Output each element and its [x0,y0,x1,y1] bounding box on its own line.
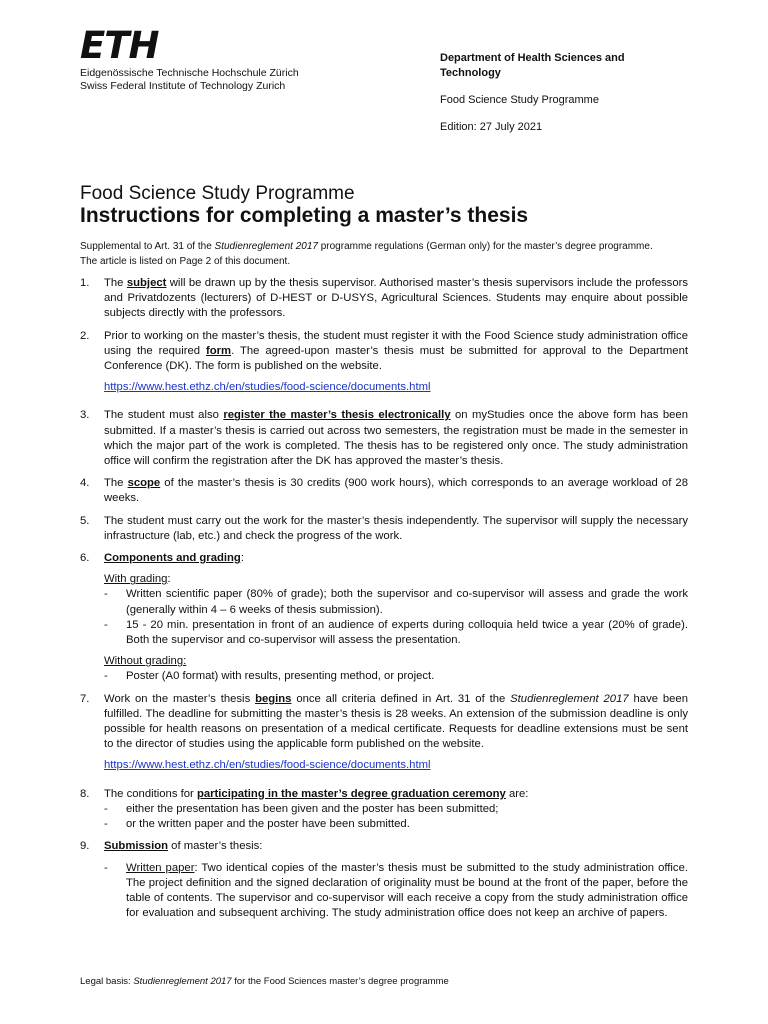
pre-title: Food Science Study Programme [80,183,355,204]
keyword: form [206,344,232,357]
institution-name-en: Swiss Federal Institute of Technology Zurich [80,80,286,92]
keyword: scope [127,477,161,490]
sub-item: - Written scientific paper (80% of grade); both the supervisor and co-supervisor will assess and grade the work (generally within 4 – 6 weeks of thesis submission). [104,588,688,616]
keyword: Submission [104,840,169,853]
subheading: With grading [104,573,168,586]
list-item: 3. The student must also register the master’s thesis electronically on myStudies once the above form has been submitted. If a master’s thesis is carried out across two semesters, the registration must be made in the semester in which the major part of the work is completed. The thesis has to be registered only once. The study administration office will confirm the registration after the DK has approved the master’s thesis. [80,409,688,468]
sub-item: - or the written paper and the poster have been submitted. [104,818,410,831]
keyword: begins [255,692,292,705]
institution-name-de: Eidgenössische Technische Hochschule Zürich [80,67,299,79]
documents-link[interactable]: https://www.hest.ethz.ch/en/studies/food-science/documents.html [104,381,431,394]
programme-name: Food Science Study Programme [440,94,599,106]
keyword: subject [126,277,167,289]
department-name: Department of Health Sciences and Technology [440,52,625,79]
keyword: register the master’s thesis electronically [223,409,451,422]
eth-logo: ETH [80,24,159,67]
list-item: 6. Components and grading: With grading: - Written scientific paper (80% of grade); both the supervisor and co-supervisor will assess and grade the work (generally within 4 – 6 weeks of thesis submission). - 15 - 20 min. presentation in front of an audience of experts during colloquia held twice a year (20% of grade). Both the supervisor and co-supervisor will assess the presentation. Without grading: - Poster (A0 format) with results, presenting method, or project. [80,551,688,685]
page-title: Instructions for completing a master’s thesis [80,204,529,227]
list-item: 8. The conditions for participating in the master’s degree graduation ceremony are: - either the presentation has been given and the poster has been submitted; - or the written paper and the poster have been submitted. [80,787,688,833]
list-item: 7. Work on the master’s thesis begins once all criteria defined in Art. 31 of the Studienreglement 2017 have been fulfilled. The deadline for submitting the master’s thesis is 28 weeks. An extension of the submission deadline is only possible for health reasons on presentation of a medical certificate. Requests for deadline extensions must be sent to the director of studies using the applicable form published on the website. https://www.hest.ethz.ch/en/studies/food-science/documents.html [80,692,688,772]
sub-item: - 15 - 20 min. presentation in front of an audience of experts during colloquia held twice a year (20% of grade). Both the supervisor and co-supervisor will assess the presentation. [104,618,688,647]
list-item: 5. The student must carry out the work for the master’s thesis independently. The supervisor will supply the necessary infrastructure (lab, etc.) and check the progress of the work. [80,514,688,542]
subheading: Without grading: [104,655,187,668]
sub-item: - Poster (A0 format) with results, presenting method, or project. [104,670,435,683]
documents-link[interactable]: https://www.hest.ethz.ch/en/studies/food-science/documents.html [104,759,431,772]
edition-date: Edition: 27 July 2021 [440,121,543,133]
list-item: 9. Submission of master’s thesis: - Written paper: Two identical copies of the master’s thesis must be submitted to the study administration office. The project definition and the signed declaration of originality must be bound at the front of the paper, before the table of contents. The supervisor and co-supervisor will each receive a copy from the study administration office for evaluation and subsequent archiving. The study administration office does not keep an archive of papers. [80,839,688,921]
list-item: 2. Prior to working on the master’s thesis, the student must register it with the Food Science study administration office using the required form. The agreed-upon master’s thesis must be submitted for approval to the Department Conference (DK). The form is published on the website. https://www.hest.ethz.ch/en/studies/food-science/documents.html [80,329,689,394]
instructions-list [80,276,688,928]
list-item: 4. The scope of the master’s thesis is 30 credits (900 work hours), which corresponds to an average workload of 28 weeks. [80,477,688,505]
page-footer: Legal basis: Studienreglement 2017 for the Food Sciences master’s degree programme [80,976,449,987]
supplemental-note: Supplemental to Art. 31 of the Studienreglement 2017 programme regulations (German only) for the master’s degree programme. The article is listed on Page 2 of this document. [80,241,653,267]
sub-item: - Written paper: Two identical copies of the master’s thesis must be submitted to the study administration office. The project definition and the signed declaration of originality must be bound at the front of the paper, before the table of contents. The supervisor and co-supervisor will each receive a copy from the study administration office for evaluation and subsequent archiving. The study administration office does not keep an archive of papers. [104,861,689,920]
keyword: participating in the master’s degree graduation ceremony [196,787,506,800]
list-item: 1. The subject will be drawn up by the thesis supervisor. Authorised master’s thesis supervisors include the professors and Privatdozents (lecturers) of D-HEST or D-USYS, Agricultural Sciences. Students may enquire about possible subjects directly with the professors. [80,277,689,320]
sub-item: - either the presentation has been given and the poster has been submitted; [104,802,499,815]
keyword: Components and grading [104,552,241,565]
